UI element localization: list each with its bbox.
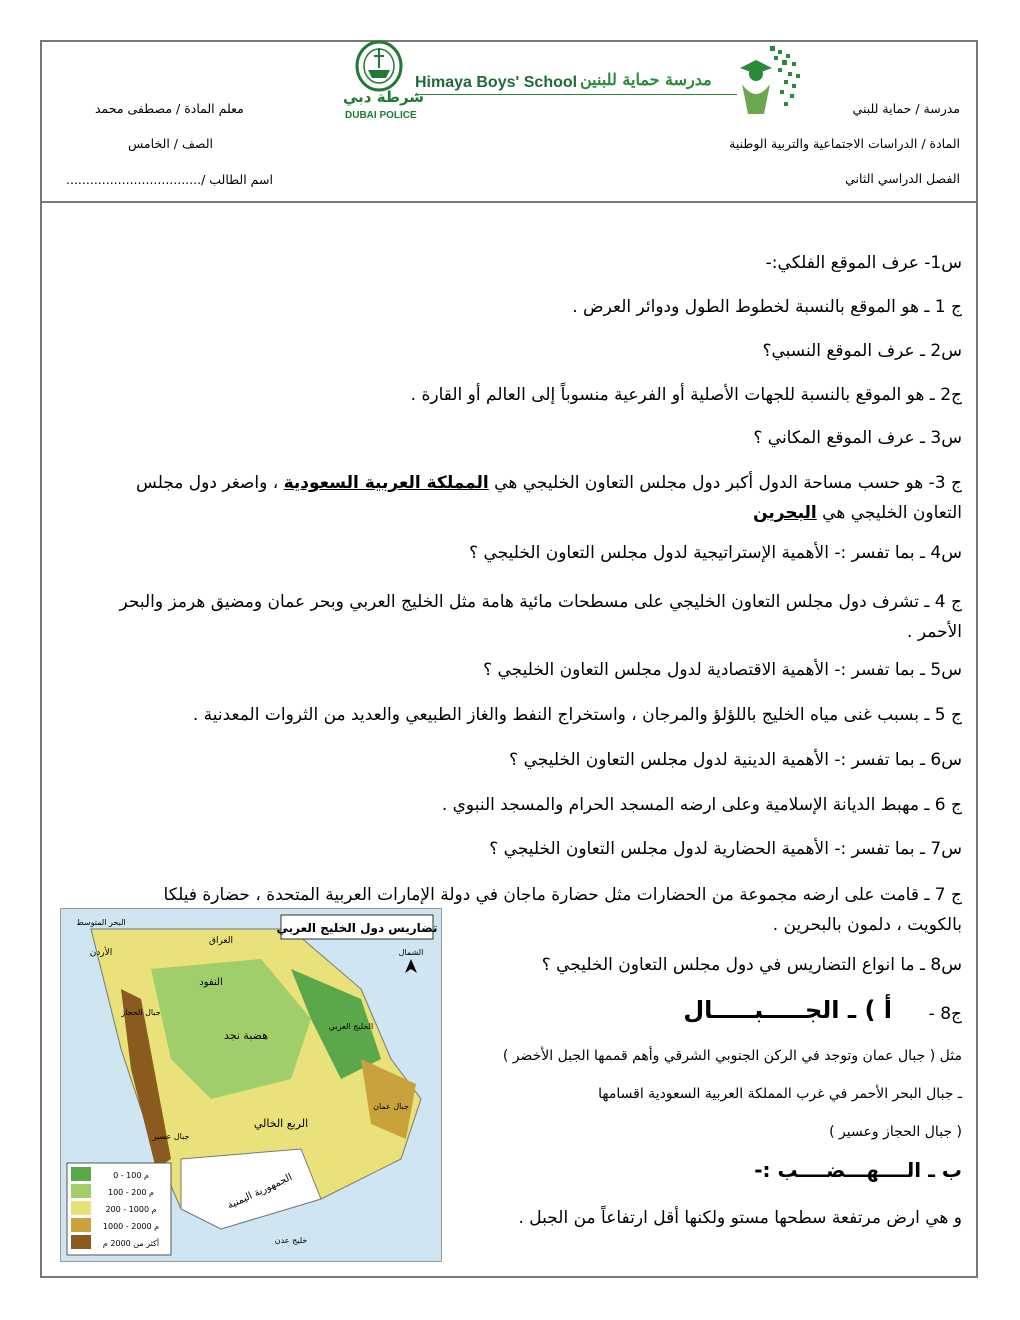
answer-5: ج 5 ـ بسبب غنى مياه الخليج باللؤلؤ والمرجان ، واستخراج النفط والغاز الطبيعي والعديد من الثروات المعدنية . — [192, 705, 962, 725]
question-1: س1- عرف الموقع الفلكي:- — [765, 253, 962, 273]
legend-label-2: 100 - 200 م — [107, 1188, 155, 1197]
mountains-line-1: مثل ( جبال عمان وتوجد في الركن الجنوبي الشرقي وأهم قممها الجبل الأخضر ) — [502, 1048, 962, 1064]
legend-swatch-2 — [71, 1184, 91, 1198]
map-label-mediterranean: البحر المتوسط — [76, 918, 126, 927]
map-label-gulf-of-aden: خليج عدن — [274, 1236, 308, 1245]
teacher-line: معلم المادة / مصطفى محمد — [95, 101, 244, 116]
student-name-line: اسم الطالب /.................................. — [66, 172, 273, 187]
answer-3-largest: المملكة العربية السعودية — [283, 473, 489, 493]
term-line: الفصل الدراسي الثاني — [845, 171, 960, 186]
answer-1: ج 1 ـ هو الموقع بالنسبة لخطوط الطول ودوائر العرض . — [572, 297, 962, 317]
header-divider — [40, 201, 978, 203]
map-label-oman-mountains: جبال عمان — [373, 1102, 409, 1111]
question-3: س3 ـ عرف الموقع المكاني ؟ — [753, 428, 962, 448]
legend-label-1: 0 - 100 م — [113, 1171, 149, 1180]
legend-label-5: أكثر من 2000 م — [102, 1239, 160, 1248]
question-6: س6 ـ بما تفسر :- الأهمية الدينية لدول مجلس التعاون الخليجي ؟ — [509, 750, 962, 770]
question-8: س8 ـ ما انواع التضاريس في دول مجلس التعاون الخليجي ؟ — [541, 955, 962, 975]
map-label-nafud: النفود — [199, 977, 223, 988]
plateaus-title: ب ـ الــــهـــضــــب :- — [754, 1158, 962, 1182]
map-label-empty-quarter: الربع الخالي — [253, 1117, 309, 1130]
legend-label-3: 200 - 1000 م — [105, 1205, 157, 1214]
map-label-gulf: الخليج العربي — [328, 1022, 374, 1031]
map-label-najd: هضبة نجد — [224, 1029, 268, 1042]
school-logo-arabic: مدرسة حماية للبنين — [580, 70, 712, 89]
dubai-police-emblem-icon — [346, 38, 412, 94]
school-line: مدرسة / حماية للبني — [852, 101, 960, 116]
relief-map — [60, 908, 442, 1262]
mountains-line-2: ـ جبال البحر الأحمر في غرب المملكة العربية السعودية اقسامها — [598, 1086, 962, 1102]
map-title: تضاريس دول الخليج العربي — [276, 921, 438, 935]
answer-6: ج 6 ـ مهبط الديانة الإسلامية وعلى ارضه المسجد الحرام والمسجد النبوي . — [441, 795, 962, 815]
answer-7: ج 7 ـ قامت على ارضه مجموعة من الحضارات مثل حضارة ماجان في دولة الإمارات العربية المتحدة ، حضارة فيلكا بالكويت ، دلمون بالبحرين . — [163, 885, 962, 935]
question-2: س2 ـ عرف الموقع النسبي؟ — [762, 341, 962, 361]
question-4: س4 ـ بما تفسر :- الأهمية الإستراتيجية لدول مجلس التعاون الخليجي ؟ — [469, 543, 962, 563]
answer-3 — [104, 468, 962, 528]
school-logo-icon — [734, 44, 804, 116]
relief-map-graphic — [61, 909, 441, 1261]
map-label-iraq: العراق — [208, 936, 234, 946]
school-logo-english: Himaya Boys' School — [415, 74, 578, 91]
plateaus-text: و هي ارض مرتفعة سطحها مستو ولكنها أقل ارتفاعاً من الجبل . — [518, 1208, 962, 1228]
subject-line: المادة / الدراسات الاجتماعية والتربية الوطنية — [729, 136, 960, 151]
legend-swatch-3 — [71, 1201, 91, 1215]
answer-3-text: ج 3- هو حسب مساحة الدول أكبر دول مجلس التعاون الخليجي هي — [488, 473, 962, 493]
answer-3-text-mid: ، واصغر دول مجلس التعاون الخليجي هي — [136, 473, 962, 523]
question-5: س5 ـ بما تفسر :- الأهمية الاقتصادية لدول مجلس التعاون الخليجي ؟ — [483, 660, 962, 680]
answer-3-smallest: البحرين — [753, 503, 817, 523]
logo-underline — [415, 94, 737, 95]
dubai-police-arabic: شرطة دبي — [343, 88, 425, 106]
map-label-north: الشمال — [398, 948, 424, 957]
map-label-yemen: الجمهورية اليمنية — [225, 1171, 294, 1212]
mountains-title: أ ) ـ الجـــــبـــــال — [683, 996, 892, 1024]
question-7: س7 ـ بما تفسر :- الأهمية الحضارية لدول مجلس التعاون الخليجي ؟ — [489, 839, 962, 859]
legend-swatch-1 — [71, 1167, 91, 1181]
map-label-asir: جبال عسير — [152, 1132, 190, 1141]
answer-8-label: ج8 - — [928, 1004, 962, 1024]
mountains-line-3: ( جبال الحجاز وعسير ) — [829, 1124, 962, 1140]
legend-swatch-5 — [71, 1235, 91, 1249]
answer-2: ج2 ـ هو الموقع بالنسبة للجهات الأصلية أو الفرعية منسوباً إلى العالم أو القارة . — [410, 385, 962, 405]
grade-line: الصف / الخامس — [128, 136, 214, 151]
legend-label-4: 1000 - 2000 م — [102, 1222, 160, 1231]
legend-swatch-4 — [71, 1218, 91, 1232]
answer-4: ج 4 ـ تشرف دول مجلس التعاون الخليجي على مسطحات مائية هامة مثل الخليج العربي وبحر عمان ومضيق هرمز والبحر الأحمر . — [119, 592, 962, 642]
map-label-jordan: الأردن — [89, 948, 113, 958]
map-label-hejaz: جبال الحجاز — [121, 1008, 161, 1017]
dubai-police-english: DUBAI POLICE — [345, 110, 417, 121]
